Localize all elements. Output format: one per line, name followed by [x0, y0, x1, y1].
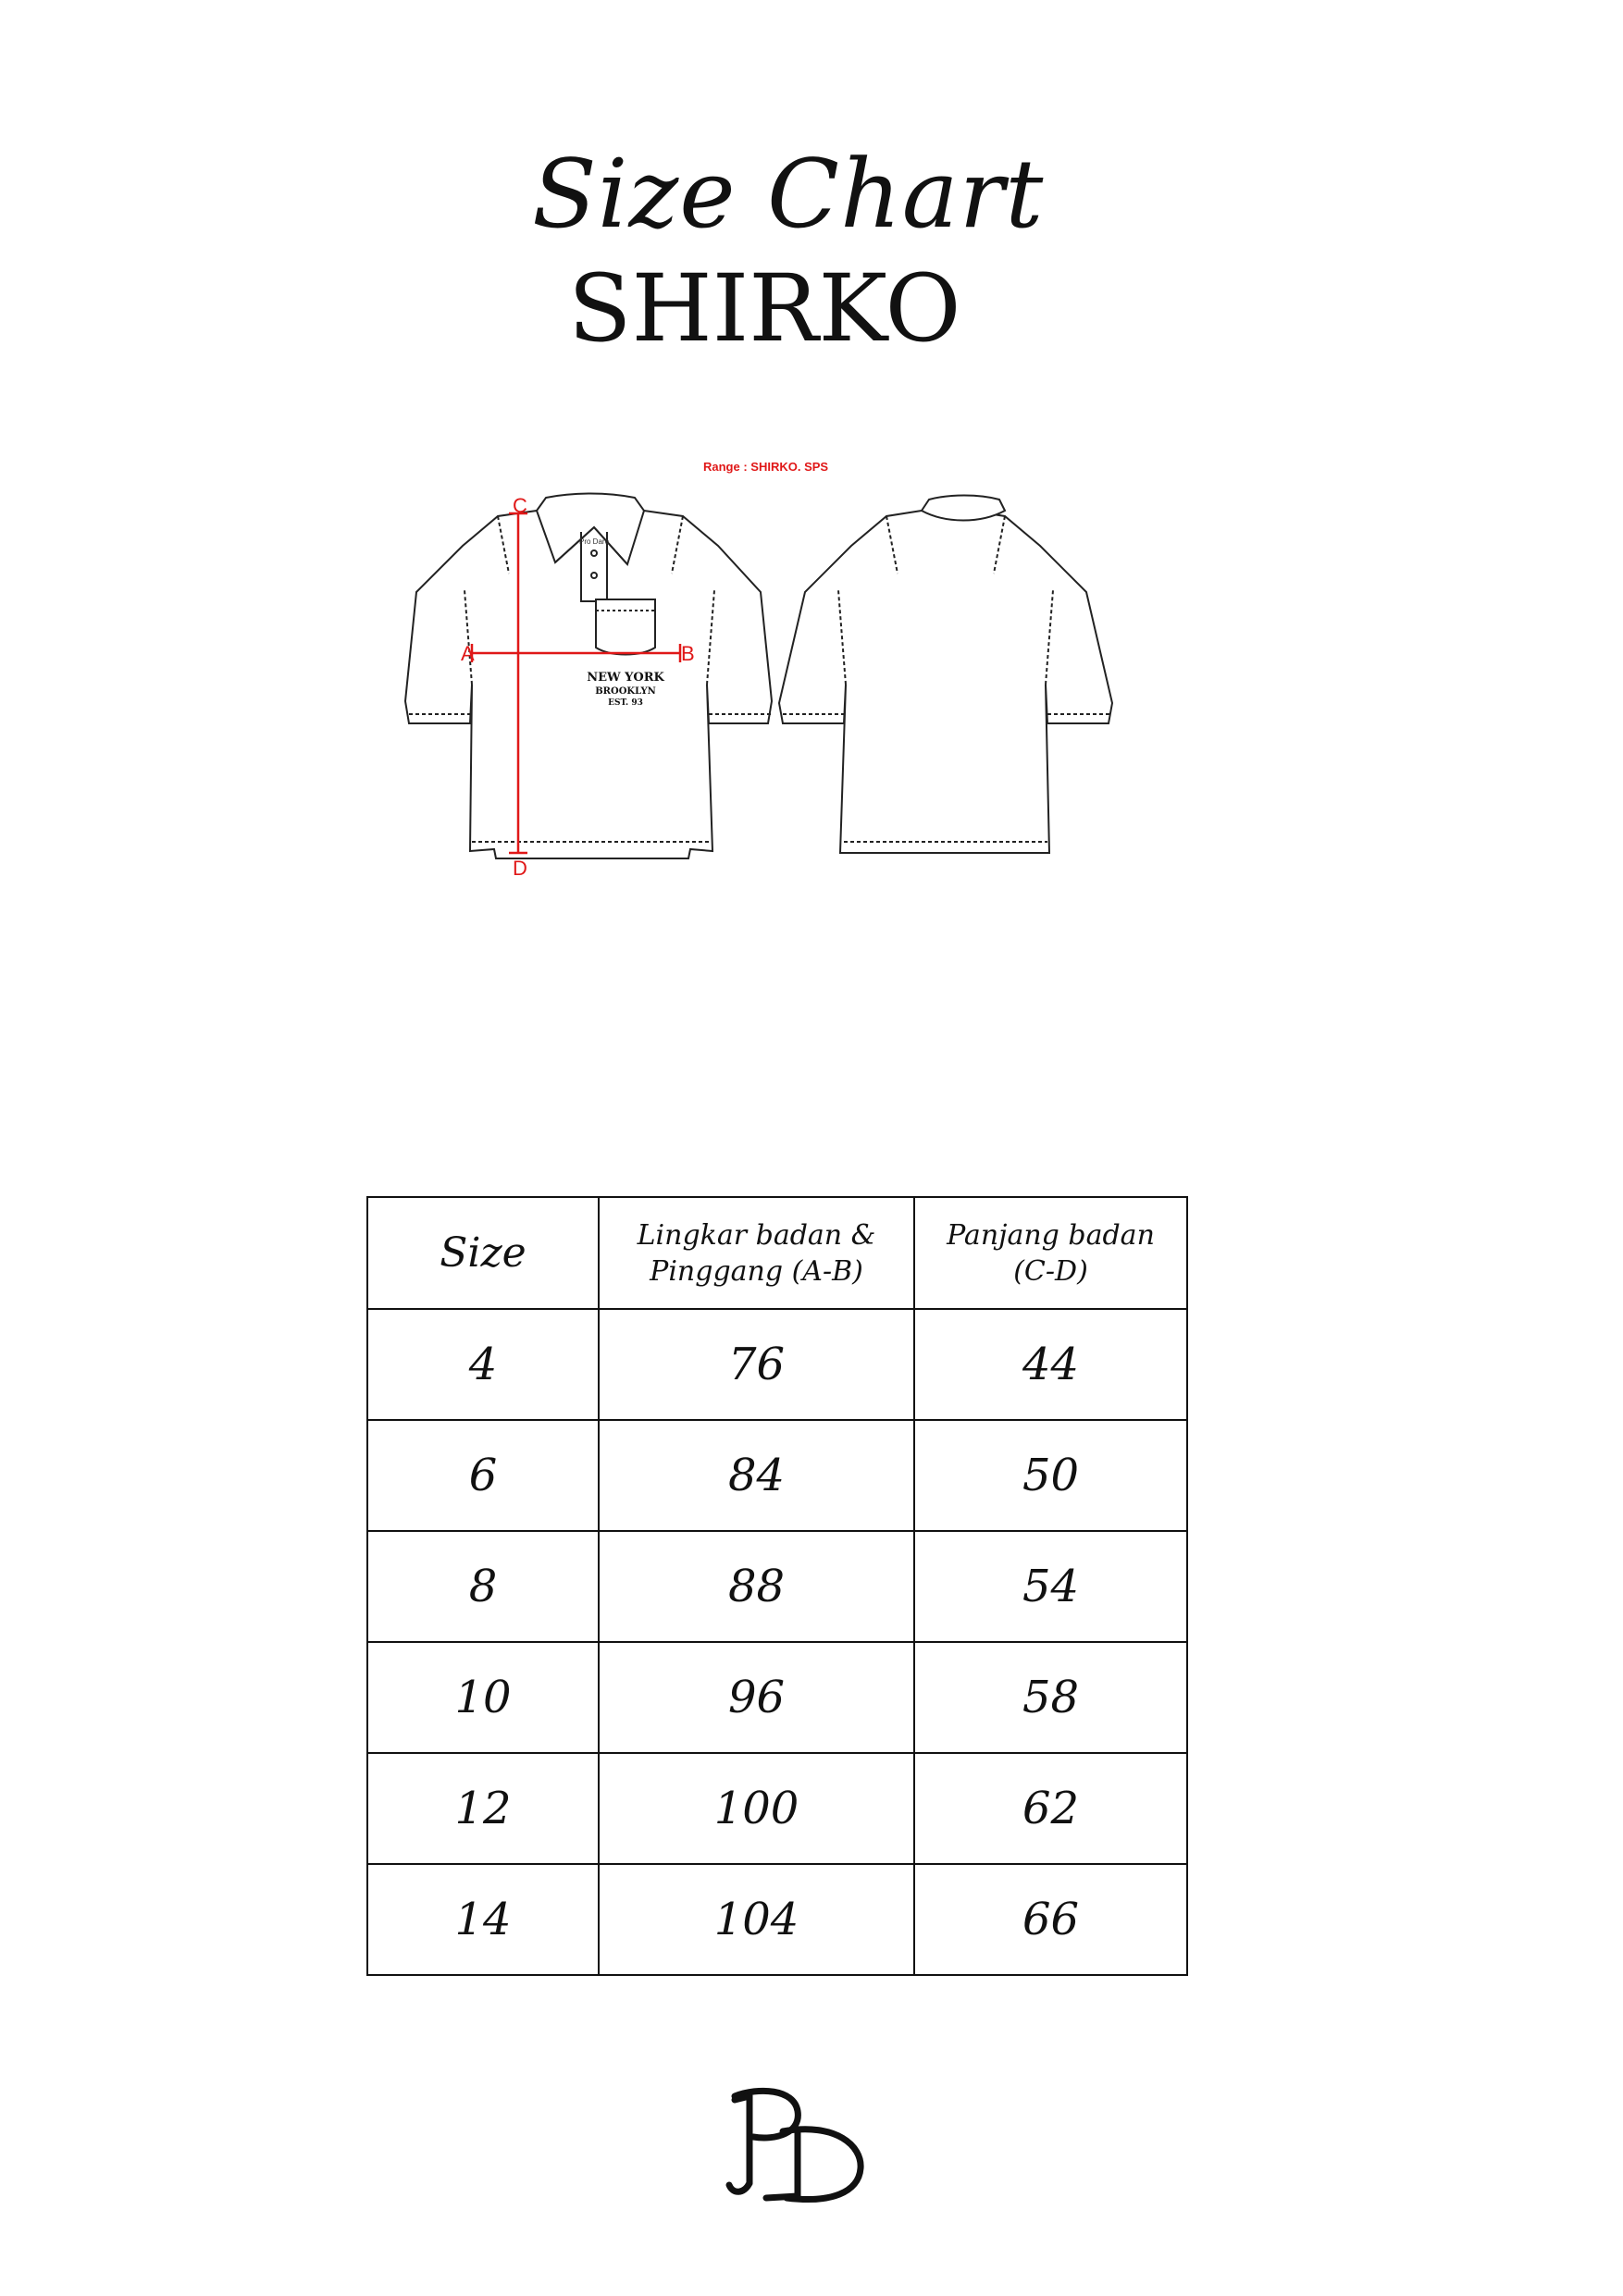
table-row: [367, 1642, 1187, 1753]
shirt-measurement-diagram: [398, 453, 1221, 888]
header-length-line2: (C-D): [1013, 1254, 1088, 1288]
cell-chest: 88: [599, 1531, 914, 1642]
cell-length: 54: [914, 1531, 1187, 1642]
cell-length: 66: [914, 1864, 1187, 1975]
cell-chest: 76: [599, 1309, 914, 1420]
table-row: [367, 1420, 1187, 1531]
point-a-label: A: [461, 642, 475, 665]
cell-chest: 96: [599, 1642, 914, 1753]
product-name: SHIRKO: [568, 254, 961, 363]
size-table: [366, 1196, 1188, 1976]
cell-chest: 84: [599, 1420, 914, 1531]
table-row: [367, 1753, 1187, 1864]
print-line-1: NEW YORK: [587, 671, 664, 685]
table-row: [367, 1864, 1187, 1975]
cell-chest: 100: [599, 1753, 914, 1864]
cell-size: 14: [367, 1864, 599, 1975]
header-chest-line1: Lingkar badan &: [637, 1218, 876, 1252]
page-title: Size Chart: [532, 140, 1045, 250]
cell-size: 8: [367, 1531, 599, 1642]
point-c-label: C: [513, 494, 527, 517]
collar-tag-label: Pro Daro: [579, 537, 610, 546]
header-size: Size: [367, 1197, 599, 1309]
cell-length: 62: [914, 1753, 1187, 1864]
header-length: [914, 1197, 1187, 1309]
print-line-3: EST. 93: [608, 698, 643, 708]
brand-logo: [722, 2080, 879, 2209]
cell-chest: 104: [599, 1864, 914, 1975]
cell-size: 12: [367, 1753, 599, 1864]
range-label: Range : SHIRKO. SPS: [703, 460, 829, 474]
cell-size: 4: [367, 1309, 599, 1420]
cell-length: 44: [914, 1309, 1187, 1420]
cell-size: 10: [367, 1642, 599, 1753]
table-row: [367, 1531, 1187, 1642]
header-chest: [599, 1197, 914, 1309]
cell-length: 50: [914, 1420, 1187, 1531]
point-b-label: B: [681, 642, 695, 665]
cell-size: 6: [367, 1420, 599, 1531]
header-length-line1: Panjang badan: [947, 1218, 1155, 1252]
header-chest-line2: Pinggang (A-B): [650, 1254, 863, 1288]
point-d-label: D: [513, 857, 527, 880]
shirt-back-illustration: [779, 496, 1112, 854]
cell-length: 58: [914, 1642, 1187, 1753]
print-line-2: BROOKLYN: [595, 686, 656, 697]
table-header-row: [367, 1197, 1187, 1309]
table-row: [367, 1309, 1187, 1420]
